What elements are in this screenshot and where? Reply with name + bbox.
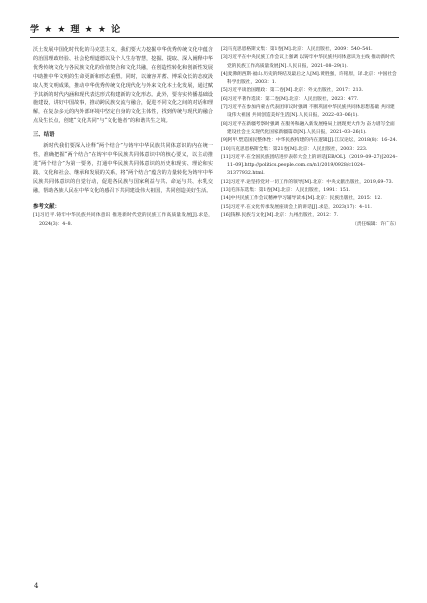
editor-note: （责任编辑：许广东） xyxy=(352,222,399,228)
header-rule xyxy=(30,37,399,38)
section-heading: 三、结语 xyxy=(33,132,55,139)
reference-item: [13]毛泽东选集：第1卷[M].北京：人民出版社，1991：151. xyxy=(221,188,351,194)
body-paragraph: 新时代我们要深入诠释“两个结合”与铸牢中华民族共同体意识的内在统一性，准确把握“两个结合”在铸牢中华民族共同体意识中的核心要义，以主动推进“两个结合”为第一要务，打通中华民族共同体意识的历史和现实、理论和实践、文化和社会、继承和发展的关系，将“两个结合”蕴含的力量转化为铸牢中华民族共同体意识的自觉行动，促进各民族与国家利益与共、命运与共、水乳交融，帮助各族人民在中华文化的感召下共同建设伟大祖国，共同创造美好生活。 xyxy=(33,143,213,194)
reference-item: [15]习近平.在文化传承发展座谈会上的讲话[J].求是，2023(17)：4–11. xyxy=(221,204,372,210)
reference-item: [2]马克思恩格斯文集：第1卷[M].北京：人民出版社，2009：540–541. xyxy=(221,47,373,52)
left-column xyxy=(33,46,213,229)
reference-item: [7]习近平在参加内蒙古代表团审议时强调 不断巩固中华民族共同体思想基础 共同建设伟大祖国 共同创造美好生活[N].人民日报，2022–03–06(1). xyxy=(221,105,395,119)
journal-header: 学 ★ ★ 理 ★ ★ 论 xyxy=(30,25,122,35)
reference-item: [8]习近平在新疆考察时强调 在服务和融入新发展格局上展现更大作为 奋力谱写全面建设社会主义现代化国家新疆篇章[N].人民日报，2021–03–26(1). xyxy=(221,121,395,135)
body-paragraph: 沃土发展中国化时代化的马克思主义，我们要大力挖掘中华优秀传统文化中蕴含的治国理政经验、社会伦理道德以及个人生存智慧，挖掘、提取、深入阐释中华优秀传统文化与各民族文化的价值契合和文化共融，在创造性转化和创新性发展中助推中华文明的生命更新和形态重塑。同时，以兼容并蓄、博采众长的态度汲取人类文明成果，推动中华优秀传统文化现代化与外来文化本土化发展，通过赋予其新的时代内涵和现代表达形式构建新的文化形态。此外，要夯实传播基础设施建设，讲好中国故事，推动跨民族交流与融合，促进不同文化之间的对话和理解，在复杂多元的内外部环境中坚定自身的文化主体性，找到传统与现代的融合点及生长点，创建“文化共同”与“文化他者”的和谐共生之境。 xyxy=(33,47,213,125)
reference-item: [5]习近平谈治国理政：第二卷[M].北京：外文出版社，2017：213. xyxy=(221,88,364,94)
reference-item: [10]马克思恩格斯全集：第21卷[M].北京：人民出版社，2003：223. xyxy=(221,146,368,152)
reference-item: [9]阿甲.塑造国民整体性：中华民族构建的内在逻辑[J].江汉论坛，2018(8)：16–24. xyxy=(221,138,398,144)
reference-item: [16]钱穆.民族与文化[M].北京：九州出版社，2012：7. xyxy=(221,212,339,218)
reference-item: [1]习近平.铸牢中华民族共同体意识 推进新时代党的民族工作高质量发展[J].求是，2024(3)：4–8. xyxy=(33,213,213,227)
reference-item: [14]中共民族工作会议精神学习辅导读本[M].北京：民族出版社，2015：12. xyxy=(221,196,382,202)
right-column xyxy=(221,46,399,230)
reference-item: [4]麦沸朗西斯·福山.历史的终结及最后之人[M].黄胜强，许铭原，译.北京：中国社会科学出版社，2003：1. xyxy=(221,71,397,86)
reference-item: [11]习近平.在全国民族团结进步表彰大会上的讲话[EB/OL].（2019–09–27)[2024–11–09].http://politics.people.com.cn/n1/2019/0928/c1024–31377932.html. xyxy=(221,154,398,177)
references-heading: 参考文献： xyxy=(33,203,60,210)
reference-item: [6]习近平著作选读：第二卷[M].北京：人民出版社，2023：477. xyxy=(221,96,359,102)
reference-item: [12]习近平.论坚持党对一切工作的领导[M].北京：中央文献出版社，2019,69–73. xyxy=(221,179,394,185)
page-number: 4 xyxy=(34,582,39,590)
reference-item: [3]习近平在中央民族工作会议上强调 以铸牢中华民族共同体意识为主线 推动新时代党的民族工作高质量发展[N].人民日报，2021–08–29(1). xyxy=(221,55,395,69)
